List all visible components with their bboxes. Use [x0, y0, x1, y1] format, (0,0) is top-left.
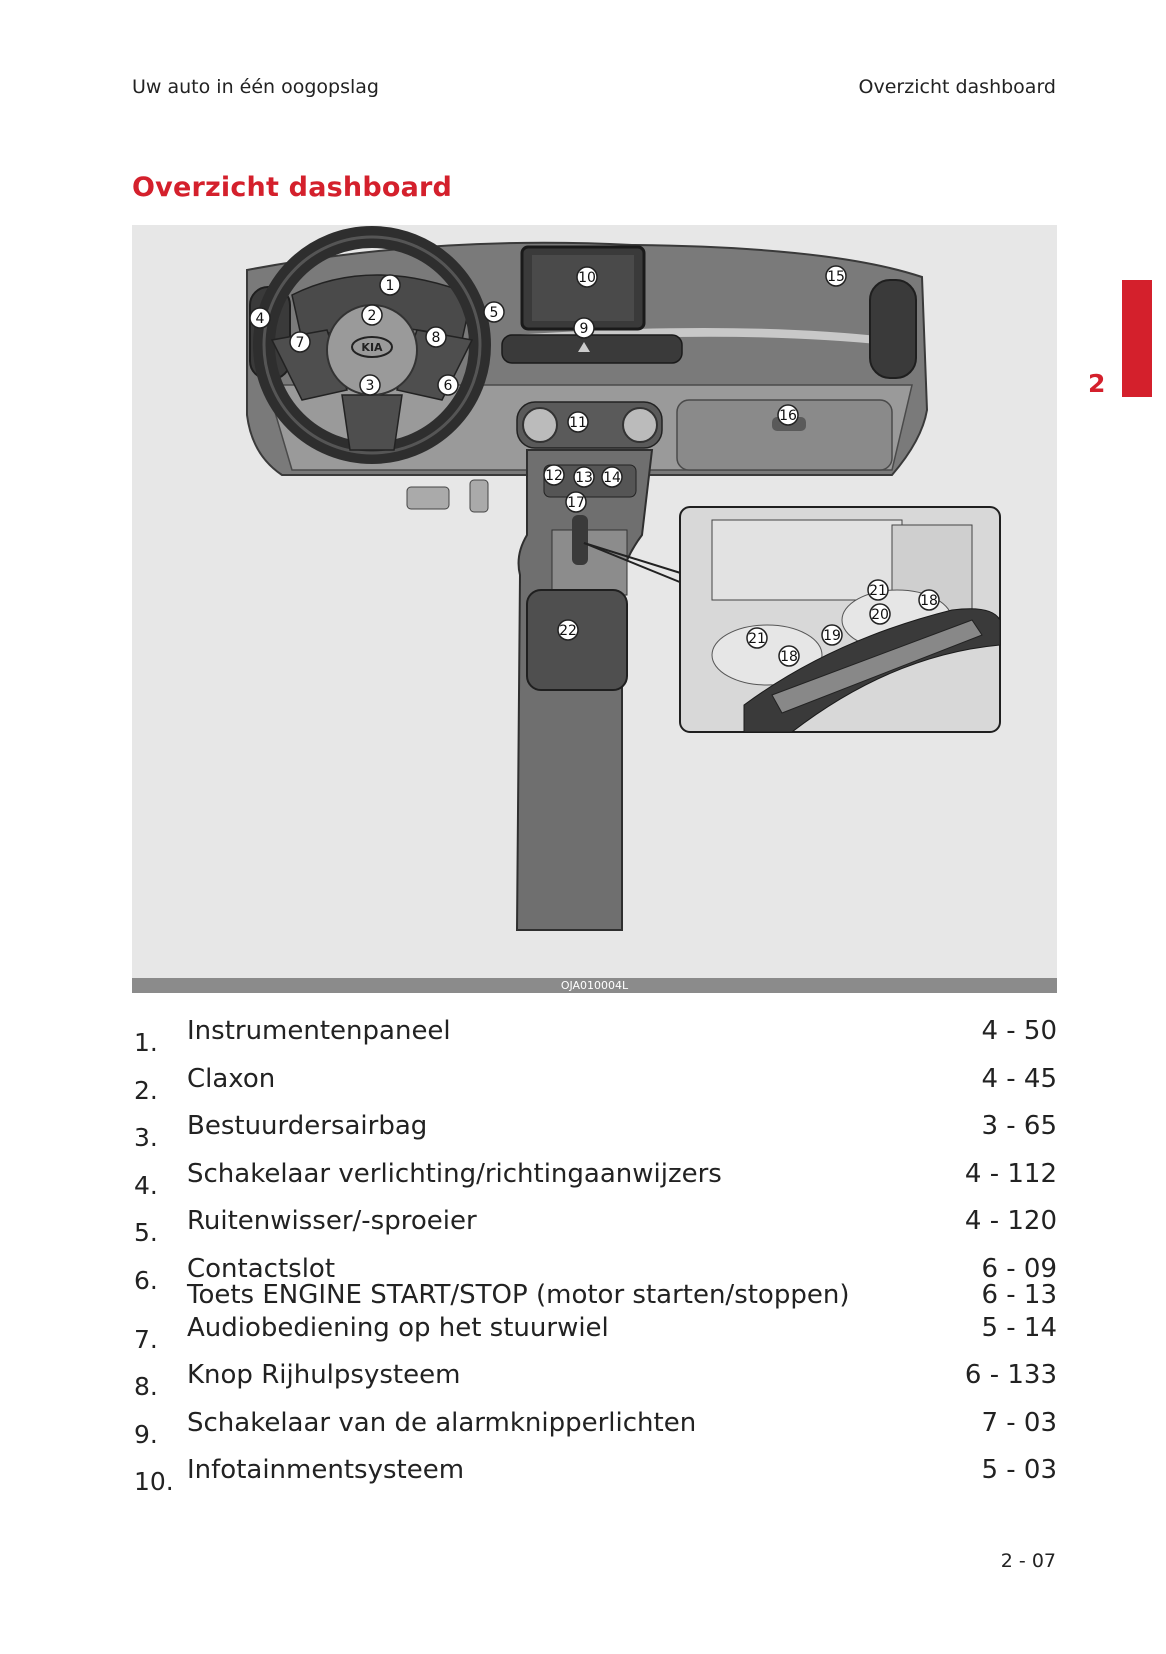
callout-21b [868, 580, 888, 600]
item-label: Schakelaar verlichting/richtingaanwijzers [187, 1158, 722, 1189]
item-page-ref: 4 - 50 [981, 1016, 1057, 1046]
callout-22 [558, 620, 578, 640]
callout-14 [602, 467, 622, 487]
svg-text:6: 6 [443, 378, 453, 394]
figure-caption: OJA010004L [132, 978, 1057, 993]
item-number: 6. [134, 1265, 158, 1295]
item-number: 4. [134, 1170, 158, 1200]
callout-13 [574, 467, 594, 487]
callout-18b [919, 590, 939, 610]
callout-4 [250, 308, 270, 328]
svg-text:2: 2 [367, 308, 377, 324]
svg-text:14: 14 [603, 470, 621, 486]
svg-text:7: 7 [295, 335, 305, 351]
svg-text:1: 1 [385, 278, 395, 294]
callout-11 [568, 412, 588, 432]
svg-text:11: 11 [569, 415, 587, 431]
item-page-ref: 7 - 03 [981, 1407, 1057, 1438]
callout-21a [747, 628, 767, 648]
svg-text:22: 22 [559, 623, 577, 639]
callout-19 [822, 625, 842, 645]
item-label: Infotainmentsysteem [187, 1455, 465, 1485]
list-item [132, 1312, 1057, 1363]
list-item [132, 1407, 1057, 1458]
item-label [187, 1253, 850, 1310]
item-page-ref [981, 1253, 1057, 1310]
svg-text:21: 21 [869, 583, 887, 599]
callout-15 [826, 266, 846, 286]
item-page-ref: 6 - 133 [964, 1360, 1057, 1390]
svg-text:10: 10 [578, 270, 596, 286]
item-label: Schakelaar van de alarmknipperlichten [187, 1407, 697, 1438]
item-number: 1. [134, 1028, 158, 1057]
svg-text:20: 20 [871, 607, 889, 623]
item-label: Knop Rijhulpsysteem [187, 1360, 461, 1390]
list-item [132, 1362, 1057, 1410]
item-label-line-1: Contactslot [187, 1253, 336, 1284]
svg-text:8: 8 [431, 330, 441, 346]
armrest [527, 590, 627, 690]
item-page-ref: 5 - 03 [981, 1455, 1057, 1485]
callout-2 [362, 305, 382, 325]
item-page-ref: 4 - 45 [981, 1063, 1057, 1094]
section-tab [1122, 280, 1152, 397]
list-item [132, 1208, 1057, 1256]
svg-text:5: 5 [489, 305, 499, 321]
item-label: Audiobediening op het stuurwiel [187, 1312, 609, 1343]
callout-9 [574, 318, 594, 338]
dashboard-illustration [132, 225, 1057, 993]
svg-text:16: 16 [779, 408, 797, 424]
item-number: 3. [134, 1123, 158, 1152]
callout-7 [290, 332, 310, 352]
item-number: 9. [134, 1419, 158, 1449]
svg-text:19: 19 [823, 628, 841, 644]
page-title: Overzicht dashboard [132, 172, 453, 203]
item-label: Claxon [187, 1063, 276, 1094]
svg-text:4: 4 [255, 311, 265, 327]
callout-6 [438, 375, 458, 395]
running-header-left: Uw auto in één oogopslag [132, 76, 379, 98]
list-item [132, 1158, 1057, 1209]
list-item [132, 1063, 1057, 1114]
list-item [132, 1253, 1057, 1315]
item-page-ref: 4 - 112 [964, 1158, 1057, 1189]
svg-text:15: 15 [827, 269, 845, 285]
right-vent [870, 280, 916, 378]
callout-18a [779, 646, 799, 666]
list-item [132, 1457, 1057, 1505]
item-number: 5. [134, 1218, 158, 1247]
item-page-ref: 4 - 120 [964, 1206, 1057, 1236]
callout-3 [360, 375, 380, 395]
item-label: Ruitenwisser/-sproeier [187, 1206, 477, 1236]
svg-text:13: 13 [575, 470, 593, 486]
item-label-line-2: Toets ENGINE START/STOP (motor starten/stoppen) [187, 1279, 850, 1310]
callout-1 [380, 275, 400, 295]
list-item [132, 1018, 1057, 1066]
svg-text:18: 18 [780, 649, 798, 665]
callout-8 [426, 327, 446, 347]
callout-20 [870, 604, 890, 624]
svg-text:3: 3 [365, 378, 375, 394]
item-list [132, 1018, 1057, 1505]
item-number: 7. [134, 1324, 158, 1354]
item-page-ref: 5 - 14 [981, 1312, 1057, 1343]
section-tab-number: 2 [1088, 369, 1106, 398]
svg-text:21: 21 [748, 631, 766, 647]
callout-12 [544, 465, 564, 485]
item-label: Instrumentenpaneel [187, 1016, 451, 1046]
dashboard-drawing [132, 225, 1057, 993]
callout-10 [577, 267, 597, 287]
item-number: 10. [134, 1467, 174, 1496]
callout-16 [778, 405, 798, 425]
item-number: 8. [134, 1372, 158, 1401]
svg-text:9: 9 [579, 321, 589, 337]
page-number: 2 - 07 [1000, 1550, 1056, 1572]
running-header-right: Overzicht dashboard [858, 76, 1056, 98]
svg-text:18: 18 [920, 593, 938, 609]
item-number: 2. [134, 1075, 158, 1105]
callout-17 [566, 492, 586, 512]
item-page-ref-line-2: 6 - 13 [981, 1279, 1057, 1310]
svg-text:12: 12 [545, 468, 563, 484]
svg-text:17: 17 [567, 495, 585, 511]
kia-logo: KIA [361, 341, 383, 354]
inset-detail [680, 507, 1000, 732]
callout-5 [484, 302, 504, 322]
item-page-ref-line-1: 6 - 09 [981, 1253, 1057, 1284]
item-label: Bestuurdersairbag [187, 1111, 428, 1141]
list-item [132, 1113, 1057, 1161]
item-page-ref: 3 - 65 [981, 1111, 1057, 1141]
